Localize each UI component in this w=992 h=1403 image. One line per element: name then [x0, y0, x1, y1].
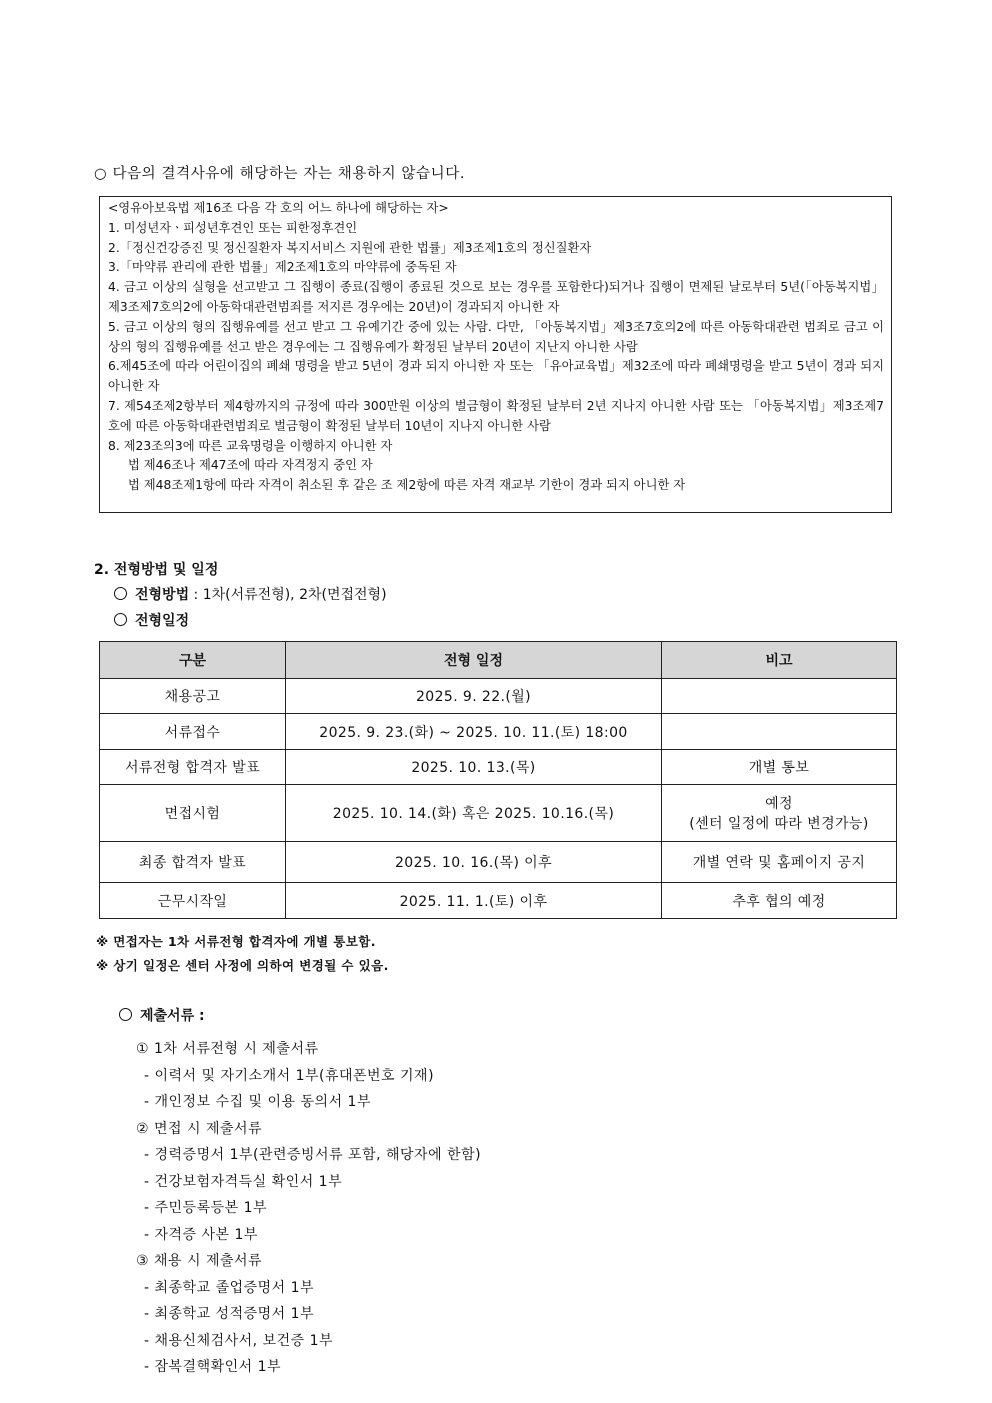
table-row [100, 883, 897, 919]
disqualification-subitem: 법 제48조제1항에 따라 자격이 취소된 후 같은 조 제2항에 따른 자격 재교부 기한이 경과 되지 아니한 자 [128, 478, 686, 493]
column-header: 비고 [662, 642, 897, 679]
table-cell: 추후 협의 예정 [662, 883, 897, 919]
disqualification-box [99, 196, 892, 513]
note-line: 예정 [765, 796, 793, 812]
list-item: - 주민등록등본 1부 [144, 1200, 268, 1216]
table-cell: 채용공고 [100, 679, 286, 714]
documents-title [119, 1005, 205, 1025]
circle-bullet-icon [114, 613, 127, 626]
table-cell: 2025. 10. 13.(목) [286, 750, 662, 785]
method-row [114, 584, 387, 604]
table-cell: 근무시작일 [100, 883, 286, 919]
disqualification-header: <영유아보육법 제16조 다음 각 호의 어느 하나에 해당하는 자> [108, 201, 449, 215]
table-header-row [100, 642, 897, 679]
table-cell: 2025. 10. 14.(화) 혹은 2025. 10.16.(목) [286, 785, 662, 842]
disqualification-item: 8. 제23조의3에 따른 교육명령을 이행하지 아니한 자 [108, 438, 393, 453]
circle-bullet-icon [114, 587, 127, 600]
schedule-note: ※ 상기 일정은 센터 사정에 의하여 변경될 수 있음. [96, 958, 389, 973]
disqualification-intro: ○ 다음의 결격사유에 해당하는 자는 채용하지 않습니다. [94, 166, 466, 182]
disqualification-item: 3.「마약류 관리에 관한 법률」제2조제1호의 마약류에 중독된 자 [108, 260, 457, 275]
list-item: - 이력서 및 자기소개서 1부(휴대폰번호 기재) [144, 1067, 435, 1084]
documents-group-heading: ③ 채용 시 제출서류 [136, 1253, 263, 1269]
disqualification-item: 4. 금고 이상의 실형을 선고받고 그 집행이 종료(집행이 종료된 것으로 보는 경우를 포함한다)되거나 집행이 면제된 날로부터 5년(「아동복지법」제3조제7호의2에 아동학대관련범죄를 저지른 경우에는 20년)이 경과되지 아니한 자 [108, 280, 884, 314]
table-cell: 개별 연락 및 홈페이지 공지 [662, 842, 897, 883]
table-cell: 2025. 9. 22.(월) [286, 679, 662, 714]
disqualification-item: 6.제45조에 따라 어린이집의 폐쇄 명령을 받고 5년이 경과 되지 아니한 자 또는 「유아교육법」제32조에 따라 폐쇄명령을 받고 5년이 경과 되지 아니한 자 [108, 359, 884, 394]
table-row [100, 785, 897, 842]
documents-list [136, 1036, 481, 1381]
schedule-table [99, 641, 897, 919]
list-item: - 건강보험자격득실 확인서 1부 [144, 1173, 343, 1190]
table-cell [662, 679, 897, 714]
table-cell: 2025. 9. 23.(화) ~ 2025. 10. 11.(토) 18:00 [286, 714, 662, 750]
method-value: : 1차(서류전형), 2차(면접전형) [189, 587, 387, 603]
list-item: - 최종학교 졸업증명서 1부 [144, 1279, 315, 1296]
documents-group-heading: ② 면접 시 제출서류 [136, 1120, 263, 1137]
table-cell: 서류접수 [100, 714, 286, 750]
table-row [100, 842, 897, 883]
disqualification-item: 7. 제54조제2항부터 제4항까지의 규정에 따라 300만원 이상의 벌금형이 확정된 날부터 2년 지나지 아니한 사람 또는 「아동복지법」제3조제7호에 따른 아동학대관련범죄로 벌금형이 확정된 날부터 10년이 지나지 아니한 사람 [108, 398, 884, 433]
disqualification-subitem: 법 제46조나 제47조에 따라 자격정지 중인 자 [128, 458, 373, 473]
schedule-note: ※ 면접자는 1차 서류전형 합격자에 개별 통보함. [96, 934, 376, 949]
list-item: - 개인정보 수집 및 이용 동의서 1부 [144, 1094, 371, 1110]
list-item: - 잠복결핵확인서 1부 [144, 1359, 282, 1375]
note-line: (센터 일정에 따라 변경가능) [689, 816, 869, 832]
table-cell: 최종 합격자 발표 [100, 842, 286, 883]
method-label: 전형방법 [135, 587, 190, 603]
documents-group-heading: ① 1차 서류전형 시 제출서류 [136, 1041, 319, 1057]
table-row [100, 679, 897, 714]
list-item: - 채용신체검사서, 보건증 1부 [144, 1332, 334, 1349]
circle-bullet-icon [119, 1008, 132, 1021]
table-cell: 서류전형 합격자 발표 [100, 750, 286, 785]
table-cell: 2025. 10. 16.(목) 이후 [286, 842, 662, 883]
disqualification-item: 5. 금고 이상의 형의 집행유예를 선고 받고 그 유예기간 중에 있는 사람. 다만, 「아동복지법」제3조7호의2에 따른 아동학대관련 범죄로 금고 이상의 형의 집행유예를 선고 받은 경우에는 그 집행유예가 확정된 날부터 20년이 지난지 아니한 사람 [108, 319, 884, 354]
table-cell [662, 714, 897, 750]
table-cell: 면접시험 [100, 785, 286, 842]
list-item: - 자격증 사본 1부 [144, 1226, 258, 1243]
table-cell [662, 785, 897, 842]
section-title: 2. 전형방법 및 일정 [94, 562, 219, 578]
table-cell: 2025. 11. 1.(토) 이후 [286, 883, 662, 919]
disqualification-item: 2.「정신건강증진 및 정신질환자 복지서비스 지원에 관한 법률」제3조제1호의 정신질환자 [108, 240, 592, 255]
list-item: - 최종학교 성적증명서 1부 [144, 1306, 315, 1322]
table-row [100, 714, 897, 750]
schedule-row [114, 610, 189, 630]
disqualification-item: 1. 미성년자ㆍ피성년후견인 또는 피한정후견인 [108, 220, 358, 235]
column-header: 구분 [100, 642, 286, 679]
table-row [100, 750, 897, 785]
schedule-label: 전형일정 [135, 613, 190, 629]
list-item: - 경력증명서 1부(관련증빙서류 포함, 해당자에 한함) [144, 1147, 482, 1163]
documents-title-text: 제출서류 : [140, 1008, 205, 1024]
column-header: 전형 일정 [286, 642, 662, 679]
table-cell: 개별 통보 [662, 750, 897, 785]
